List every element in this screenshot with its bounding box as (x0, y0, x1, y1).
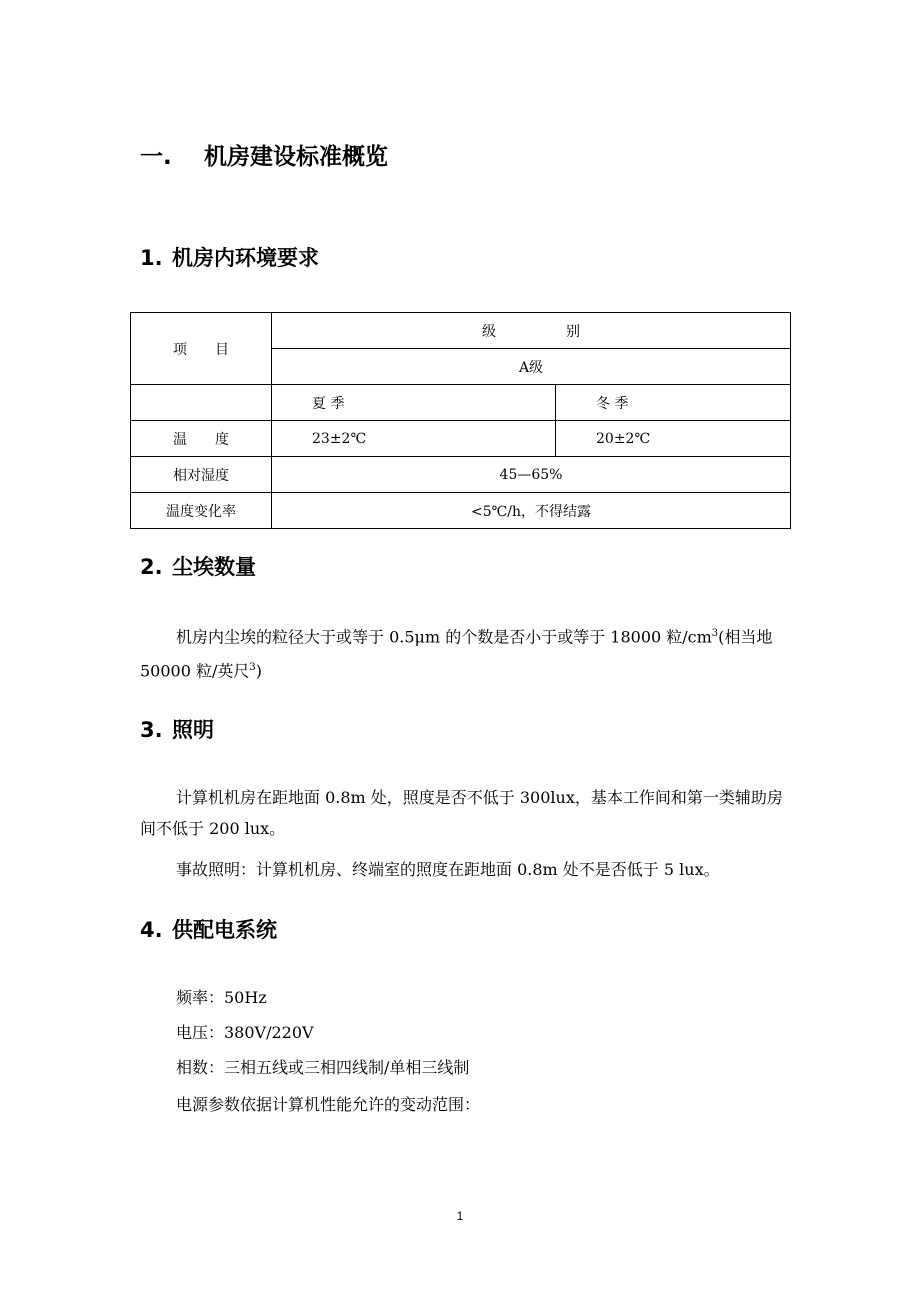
table-level-header: 级 别 (272, 313, 791, 349)
environment-table (130, 312, 791, 529)
section-2-title: 尘埃数量 (172, 555, 256, 579)
section-1-title: 机房内环境要求 (172, 246, 319, 270)
section-2-heading (140, 551, 256, 581)
table-grade: A级 (272, 349, 791, 385)
table-row (131, 421, 791, 457)
table-row-label: 温 度 (131, 421, 272, 457)
section-3-title: 照明 (172, 718, 214, 742)
power-params: 电源参数依据计算机性能允许的变动范围： (176, 1095, 481, 1114)
section-4-heading (140, 914, 277, 944)
main-heading-number: 一. (140, 144, 172, 170)
dust-superscript: 3 (711, 628, 719, 639)
table-row (131, 313, 791, 349)
dust-superscript-2: 3 (249, 662, 256, 674)
power-phases: 相数：三相五线或三相四线制/单相三线制 (176, 1058, 470, 1077)
power-voltage: 电压：380V/220V (176, 1023, 314, 1042)
lighting-paragraph-2 (140, 854, 800, 885)
dust-text-2: (相当地 50000 粒/英尺 (140, 627, 773, 681)
section-4-title: 供配电系统 (172, 918, 277, 942)
lighting-text-2: 事故照明：计算机机房、终端室的照度在距地面 0.8m 处不是否低于 5 lux。 (176, 860, 720, 879)
section-3-number: 3. (140, 718, 163, 742)
table-row-value: <5℃/h，不得结露 (272, 493, 791, 529)
dust-paragraph (140, 618, 790, 687)
table-winter-header: 冬 季 (556, 385, 791, 421)
table-winter-value: 20±2℃ (556, 421, 791, 457)
table-cell-empty (131, 385, 272, 421)
table-summer-value: 23±2℃ (272, 421, 556, 457)
lighting-text-1: 计算机机房在距地面 0.8m 处，照度是否不低于 300lux，基本工作间和第一类辅助房间不低于 200 lux。 (140, 788, 783, 838)
table-row (131, 457, 791, 493)
table-row-label: 温度变化率 (131, 493, 272, 529)
main-heading (140, 138, 388, 171)
section-4-number: 4. (140, 918, 163, 942)
table-summer-header: 夏 季 (272, 385, 556, 421)
table-item-header: 项 目 (131, 313, 272, 385)
section-1-number: 1. (140, 246, 163, 270)
table-row-value: 45—65% (272, 457, 791, 493)
section-1-heading (140, 242, 319, 272)
lighting-paragraph-1 (140, 782, 790, 844)
table-row (131, 493, 791, 529)
dust-text-3: ) (255, 661, 263, 681)
dust-text: 机房内尘埃的粒径大于或等于 0.5μm 的个数是否小于或等于 18000 粒/cm (176, 627, 712, 647)
section-3-heading (140, 714, 214, 744)
main-heading-title: 机房建设标准概览 (204, 144, 388, 170)
power-frequency: 频率：50Hz (176, 988, 267, 1007)
page-number: 1 (456, 1209, 464, 1223)
table-row-label: 相对湿度 (131, 457, 272, 493)
table-row (131, 385, 791, 421)
section-2-number: 2. (140, 555, 163, 579)
